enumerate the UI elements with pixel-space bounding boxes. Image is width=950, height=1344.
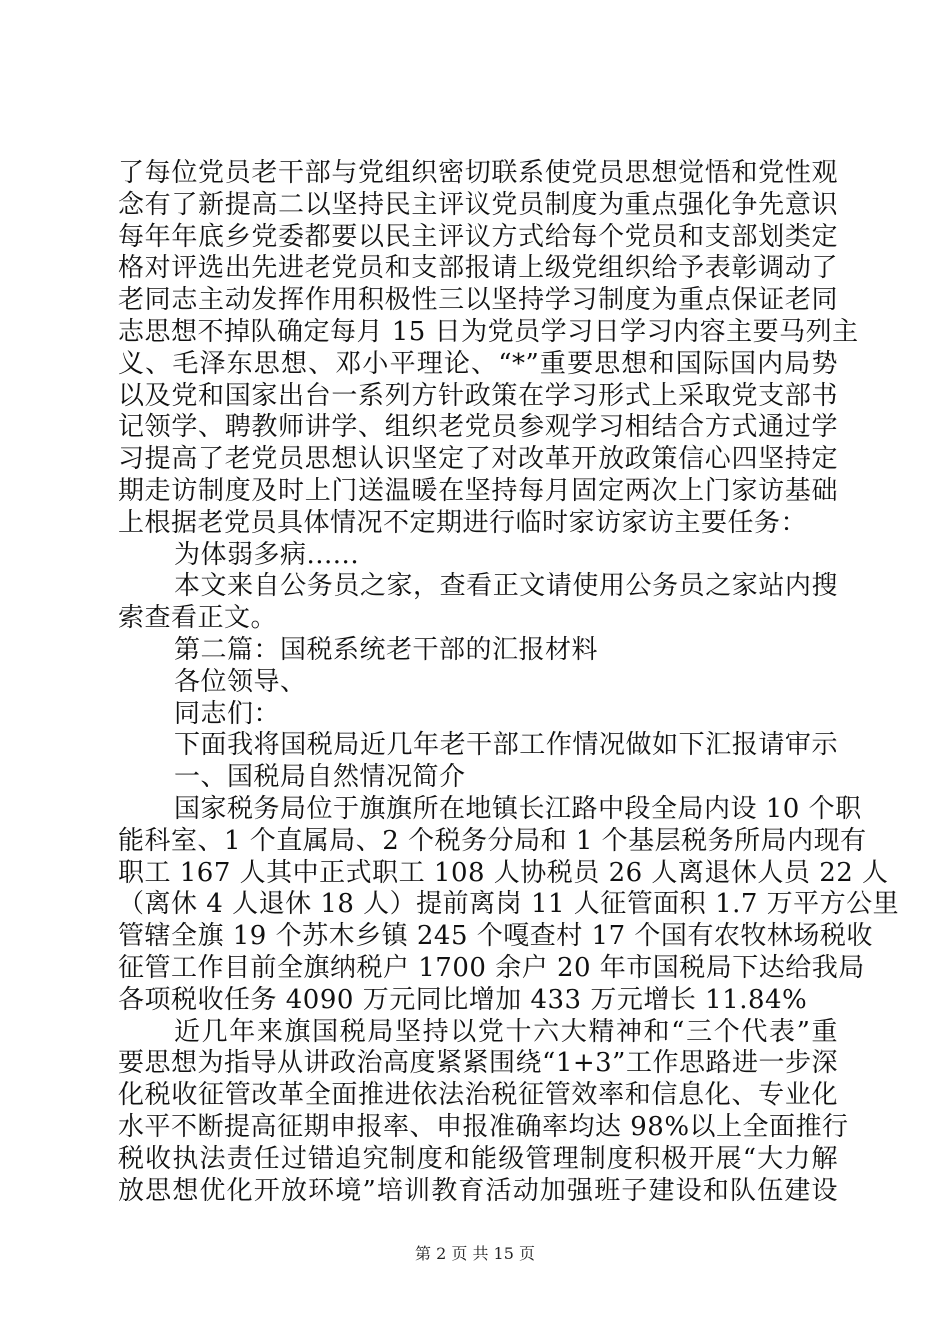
text-line: 税收执法责任过错追究制度和能级管理制度积极开展“大力解 [118,1143,838,1174]
text-line: 以及党和国家出台一系列方针政策在学习形式上采取党支部书 [118,380,838,411]
text-line: 期走访制度及时上门送温暖在坚持每月固定两次上门家访基础 [118,475,838,506]
text-line: 能科室、1 个直属局、2 个税务分局和 1 个基层税务所局内现有 [118,825,867,856]
text-line: 征管工作目前全旗纳税户 1700 余户 20 年市国税局下达给我局 [118,952,865,983]
text-line: 国家税务局位于旗旗所在地镇长江路中段全局内设 10 个职 [174,793,862,824]
text-line: 水平不断提高征期申报率、申报准确率均达 98%以上全面推行 [118,1111,849,1142]
document-body [118,158,900,1207]
text-line: 了每位党员老干部与党组织密切联系使党员思想觉悟和党性观 [118,158,838,188]
text-line: 习提高了老党员思想认识坚定了对改革开放政策信心四坚持定 [118,444,838,475]
salutation-line: 同志们： [174,698,281,729]
text-line: 本文来自公务员之家，查看正文请使用公务员之家站内搜 [174,571,838,602]
text-line: 管辖全旗 19 个苏木乡镇 245 个嘎查村 17 个国有农牧林场税收 [118,921,873,952]
subsection-heading: 一、国税局自然情况简介 [174,762,466,793]
text-line: 各项税收任务 4090 万元同比增加 433 万元增长 11.84% [118,984,808,1015]
text-line: 念有了新提高二以坚持民主评议党员制度为重点强化争先意识 [118,189,838,220]
salutation-line: 各位领导、 [174,666,307,697]
text-line: 职工 167 人其中正式职工 108 人协税员 26 人离退休人员 22 人 [118,857,889,888]
text-line: 要思想为指导从讲政治高度紧紧围绕“1+3”工作思路进一步深 [118,1048,838,1079]
text-line: 下面我将国税局近几年老干部工作情况做如下汇报请审示 [174,730,838,761]
page-number-footer: 第 2 页 共 15 页 [415,1244,535,1263]
text-line: 义、毛泽东思想、邓小平理论、“*”重要思想和国际国内局势 [118,348,838,379]
text-line: （离休 4 人退休 18 人）提前离岗 11 人征管面积 1.7 万平方公里 [118,889,900,920]
text-line: 格对评选出先进老党员和支部报请上级党组织给予表彰调动了 [118,253,838,284]
text-line: 放思想优化开放环境”培训教育活动加强班子建设和队伍建设 [118,1175,838,1206]
text-line: 每年年底乡党委都要以民主评议方式给每个党员和支部划类定 [118,221,838,252]
text-line: 老同志主动发挥作用积极性三以坚持学习制度为重点保证老同 [118,285,838,316]
text-line: 记领学、聘教师讲学、组织老党员参观学习相结合方式通过学 [118,412,838,443]
text-line: 近几年来旗国税局坚持以党十六大精神和“三个代表”重 [174,1016,838,1047]
text-line: 化税收征管改革全面推进依法治税征管效率和信息化、专业化 [118,1080,838,1111]
text-line: 志思想不掉队确定每月 15 日为党员学习日学习内容主要马列主 [118,316,859,347]
text-line: 为体弱多病...... [174,539,360,570]
text-line: 上根据老党员具体情况不定期进行临时家访家访主要任务： [118,507,808,538]
text-line: 索查看正文。 [118,603,278,634]
section-heading: 第二篇：国税系统老干部的汇报材料 [174,634,599,665]
